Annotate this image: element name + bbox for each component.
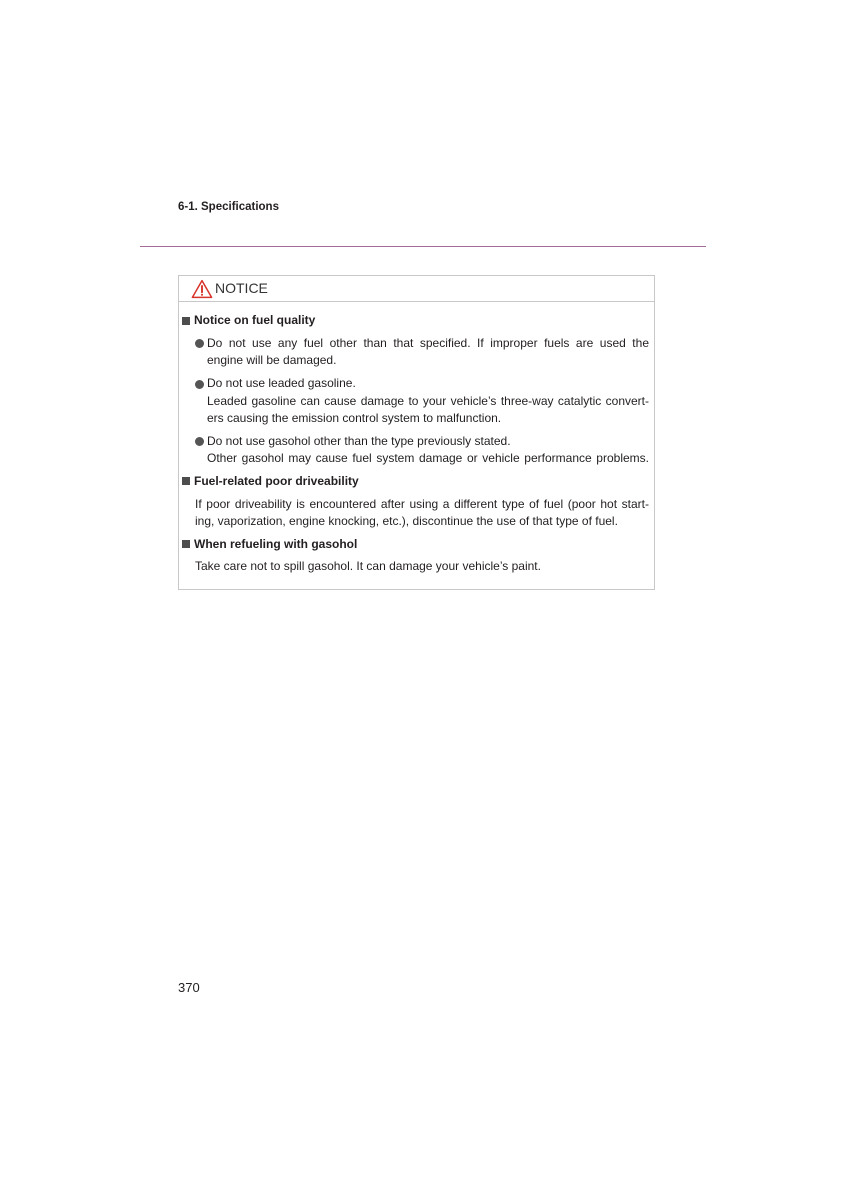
- text-line: ing, vaporization, engine knocking, etc.), discontinue the use of that type of fuel.: [195, 513, 618, 528]
- section-heading: [179, 536, 649, 553]
- list-item-text: [207, 375, 649, 427]
- section-heading-text: Notice on fuel quality: [194, 313, 316, 328]
- round-bullet-icon: [195, 380, 204, 389]
- list-item-text: [207, 335, 649, 370]
- section-heading: [179, 312, 649, 329]
- text-line: If poor driveability is encountered after using a different type of fuel (poor hot start-: [195, 496, 649, 511]
- notice-header: [179, 276, 654, 302]
- header-divider: [140, 246, 706, 247]
- notice-content: [179, 302, 654, 576]
- text-line: Other gasohol may cause fuel system damage or vehicle performance problems.: [207, 450, 649, 465]
- section-body: [179, 496, 649, 531]
- text-line: Do not use any fuel other than that specified. If improper fuels are used the: [207, 336, 649, 351]
- section-heading-text: When refueling with gasohol: [194, 536, 358, 551]
- list-item: [179, 375, 649, 427]
- square-bullet-icon: [182, 317, 190, 325]
- section-heading: [179, 473, 649, 490]
- list-item: [179, 335, 649, 370]
- list-item: [179, 433, 649, 468]
- square-bullet-icon: [182, 540, 190, 548]
- square-bullet-icon: [182, 477, 190, 485]
- text-line: Do not use leaded gasoline.: [207, 376, 356, 391]
- list-item-text: [207, 433, 649, 468]
- notice-box: [178, 275, 655, 590]
- text-line: ers causing the emission control system to malfunction.: [207, 410, 502, 425]
- warning-triangle-icon: [191, 279, 213, 299]
- section-body: [179, 558, 649, 575]
- section-title: 6-1. Specifications: [178, 201, 279, 213]
- notice-title: NOTICE: [215, 280, 268, 296]
- text-line: Leaded gasoline can cause damage to your vehicle’s three-way catalytic convert-: [207, 393, 649, 408]
- text-line: Do not use gasohol other than the type previously stated.: [207, 433, 511, 448]
- section-heading-text: Fuel-related poor driveability: [194, 473, 359, 488]
- round-bullet-icon: [195, 437, 204, 446]
- round-bullet-icon: [195, 339, 204, 348]
- text-line: Take care not to spill gasohol. It can damage your vehicle’s paint.: [195, 559, 541, 574]
- page-number: 370: [178, 980, 200, 995]
- text-line: engine will be damaged.: [207, 353, 337, 368]
